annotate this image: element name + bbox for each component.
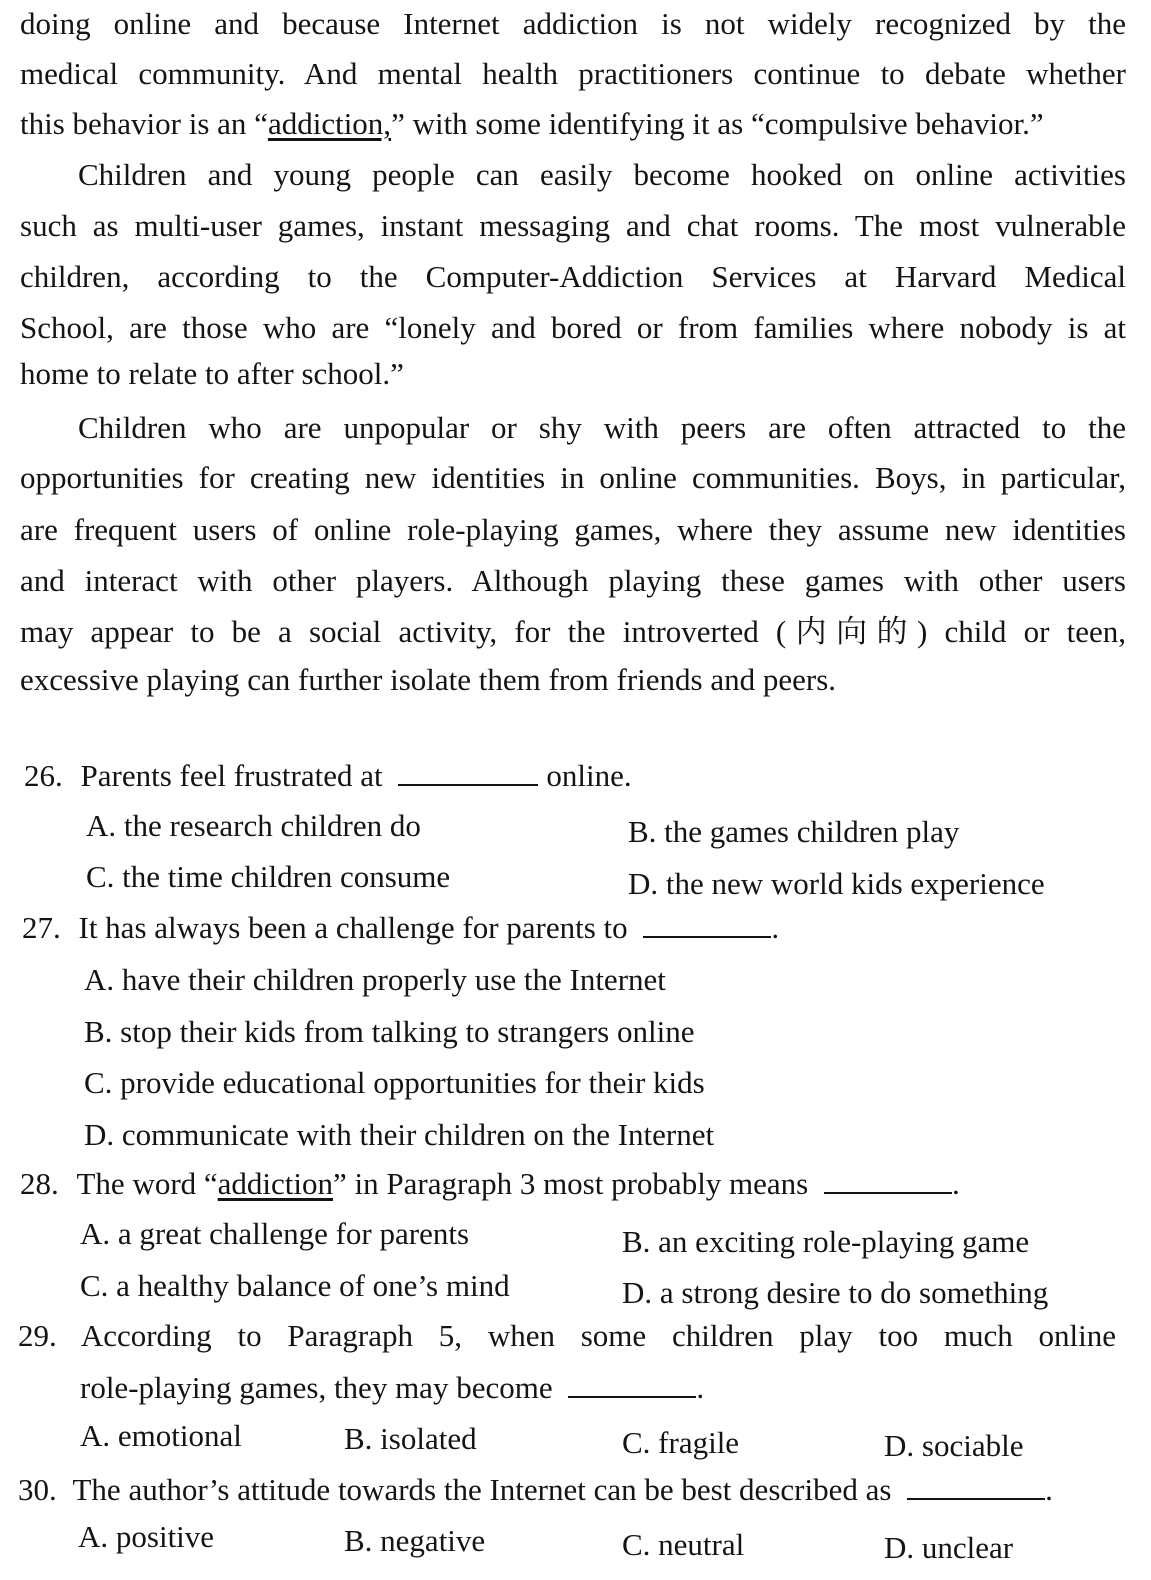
option-a: A. have their children properly use the Internet (84, 962, 666, 997)
question-stem (18, 1472, 1053, 1508)
option-c: C. a healthy balance of one’s mind (80, 1268, 510, 1303)
question-number: 28. (20, 1166, 59, 1201)
option-b: B. the games children play (628, 814, 960, 849)
passage-line: such as multi-user games, instant messaging and chat rooms. The most vulnerable (20, 208, 1126, 243)
option-d: D. unclear (884, 1530, 1014, 1565)
stem-text: ” in Paragraph 3 most probably means (333, 1166, 809, 1201)
option-c: C. neutral (622, 1527, 745, 1562)
stem-text: The author’s attitude towards the Internet can be best described as (72, 1472, 892, 1507)
option-b: B. an exciting role-playing game (622, 1224, 1030, 1259)
option-b: B. stop their kids from talking to strangers online (84, 1014, 695, 1049)
option-a: A. positive (78, 1519, 215, 1554)
stem-text: online. (546, 758, 632, 793)
passage-line: Children who are unpopular or shy with peers are often attracted to the (78, 410, 1126, 445)
answer-blank (907, 1472, 1045, 1500)
passage-line: are frequent users of online role-playing games, where they assume new identities (20, 512, 1126, 547)
option-d: D. the new world kids experience (628, 866, 1045, 901)
passage-line: Children and young people can easily become hooked on online activities (78, 157, 1126, 192)
stem-text: . (696, 1370, 705, 1405)
option-c: C. fragile (622, 1425, 740, 1460)
passage-line: excessive playing can further isolate them from friends and peers. (20, 662, 837, 697)
option-a: A. the research children do (86, 808, 421, 843)
question-stem (24, 758, 632, 794)
underlined-word: addiction (217, 1166, 334, 1201)
answer-blank (824, 1166, 952, 1194)
option-b: B. isolated (344, 1421, 477, 1456)
question-stem (20, 1166, 960, 1202)
option-c: C. the time children consume (86, 859, 451, 894)
stem-text: Parents feel frustrated at (80, 758, 383, 793)
passage-line (20, 106, 1126, 142)
option-a: A. a great challenge for parents (80, 1216, 470, 1251)
answer-blank (398, 758, 538, 786)
option-d: D. communicate with their children on the Internet (84, 1117, 715, 1152)
answer-blank (643, 910, 771, 938)
stem-text: According to Paragraph 5, when some children play too much online (80, 1318, 1116, 1353)
option-a: A. emotional (80, 1418, 242, 1453)
question-stem (22, 910, 779, 946)
option-d: D. sociable (884, 1428, 1024, 1463)
stem-text: . (952, 1166, 960, 1201)
option-b: B. negative (344, 1523, 486, 1558)
passage-line: doing online and because Internet addiction is not widely recognized by the (20, 6, 1126, 41)
question-number: 27. (22, 910, 61, 945)
question-number: 30. (18, 1472, 57, 1507)
question-stem (80, 1370, 704, 1406)
option-d: D. a strong desire to do something (622, 1275, 1049, 1310)
passage-line: and interact with other players. Although playing these games with other users (20, 563, 1126, 598)
stem-text: . (1045, 1472, 1053, 1507)
question-number: 29. (18, 1318, 57, 1353)
passage-line: opportunities for creating new identities in online communities. Boys, in particular, (20, 460, 1126, 495)
passage-line: School, are those who are “lonely and bored or from families where nobody is at (20, 310, 1126, 345)
passage-line: children, according to the Computer-Addiction Services at Harvard Medical (20, 259, 1126, 294)
stem-text: It has always been a challenge for parents to (78, 910, 628, 945)
passage-line: home to relate to after school.” (20, 356, 404, 391)
underlined-word: addiction, (267, 106, 392, 141)
stem-text: The word “ (76, 1166, 218, 1201)
answer-blank (568, 1370, 696, 1398)
question-stem (18, 1318, 1116, 1354)
question-number: 26. (24, 758, 63, 793)
passage-line: may appear to be a social activity, for the introverted (内向的) child or teen, (20, 614, 1126, 649)
passage-line: medical community. And mental health practitioners continue to debate whether (20, 56, 1126, 91)
stem-text: role-playing games, they may become (80, 1370, 553, 1405)
option-c: C. provide educational opportunities for their kids (84, 1065, 705, 1100)
stem-text: . (771, 910, 780, 945)
passage-text: this behavior is an “ (20, 106, 268, 141)
passage-text: ” with some identifying it as “compulsive behavior.” (391, 106, 1044, 141)
